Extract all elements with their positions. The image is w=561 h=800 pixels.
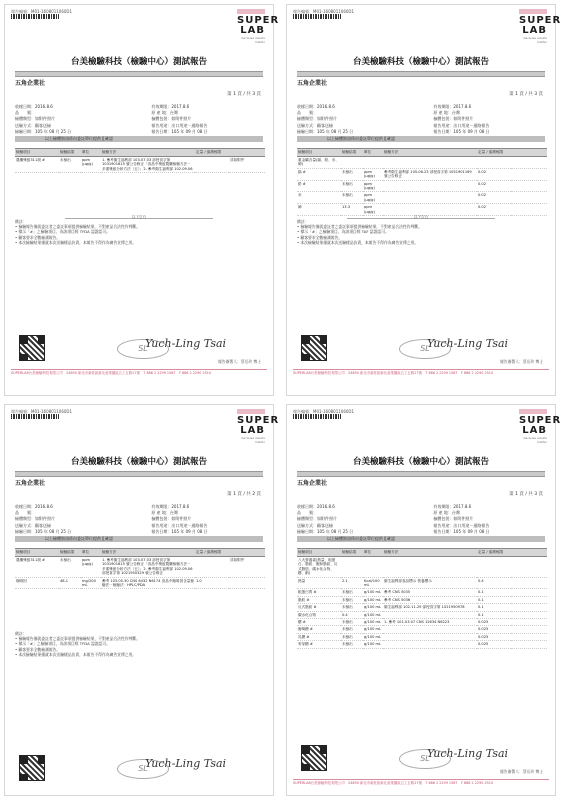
- company-footer: SUPERLAB台美檢驗科技有限公司 24890 新北市新莊區新北產業園區五工五路27號 T 886 2 2299 1567 F 886 2 2290 2510: [11, 369, 267, 375]
- table-cell: ppm (μg/g): [363, 168, 383, 180]
- qr-code: [301, 335, 327, 361]
- table-cell: g/100 mL: [364, 642, 381, 647]
- table-cell: 砷: [297, 204, 341, 216]
- sl-seal: SL: [117, 339, 169, 359]
- sample-info: [297, 104, 545, 135]
- page-number: 第 1 頁 / 共 3 頁: [509, 492, 543, 497]
- header-bar: [15, 71, 263, 77]
- table-cell: 鎘 #: [297, 168, 341, 180]
- sl-seal: SL: [117, 759, 169, 779]
- table-cell: 未檢出: [341, 180, 363, 192]
- table-cell: 0.4: [477, 577, 511, 589]
- sample-info-row: [15, 129, 263, 135]
- table-cell: 1. 參考衛生福利部 103.07.03 部授食字第 1031901615 號公告修正「食品中殘留農藥檢驗方法－多重殘留分析方法（五）」2. 參考衛生福利部 102.09.06 部授食字第 1021950329 號公告修正: [101, 557, 195, 578]
- sample-info-row: [15, 529, 263, 535]
- table-cell: 0.02: [477, 168, 511, 180]
- remark-line: • 標示「#」之檢驗項目，為該項目經 TAF 認證認可。: [297, 229, 389, 235]
- company-name: 五角企業社: [297, 480, 328, 487]
- report-number: 報告編號：M01-1608011060D1: [293, 9, 355, 14]
- report-title: 台美檢驗科技（檢驗中心）測試報告: [352, 457, 489, 467]
- sample-info-left: 收樣日期：2016.8.6: [15, 504, 53, 509]
- table-cell: 衛生福利部 102.11.29 部授食字第 1021950978: [383, 604, 477, 611]
- table-row: [297, 596, 547, 603]
- remark-line: • 檢驗報告僅就委託者之委託事項提供檢驗結果，不對產品合法性作判斷。: [15, 636, 140, 642]
- company-name: 五角企業社: [297, 80, 328, 87]
- signature: Yuch-Ling Tsai: [145, 337, 227, 350]
- table-cell: [511, 596, 547, 603]
- table-cell: 未檢出: [341, 626, 363, 633]
- sample-info-left: 檢體類型：如附件照片: [15, 116, 55, 122]
- table-cell: 未檢出: [341, 192, 363, 204]
- table-cell: g/100 mL: [364, 597, 381, 602]
- table-cell: g/100 mL: [364, 612, 381, 617]
- column-header: 定量 / 偵測極限: [477, 149, 511, 157]
- sample-info-right: 檢體包裝：如附件照片: [151, 516, 192, 522]
- table-cell: [511, 611, 547, 618]
- remark-line: • 本次檢驗結果僅就本次送驗樣品負責，本報告不得作為廣告宣傳之用。: [15, 651, 137, 657]
- table-cell: ppm (μg/g): [363, 192, 383, 204]
- sample-info-left: 品 號：: [297, 510, 317, 516]
- table-cell: 糖 #: [297, 619, 341, 626]
- sample-info-right: 報告日期：105 年 09 月 08 日: [433, 128, 490, 134]
- header-bar: [297, 71, 545, 77]
- column-header: 檢驗結果: [341, 149, 363, 157]
- table-cell: [511, 604, 547, 611]
- table-cell: 衛生福利部食品標示 營養標示: [383, 577, 477, 589]
- column-header: [229, 549, 265, 557]
- table-cell: 0.1: [477, 589, 511, 596]
- table-cell: 汞: [297, 192, 341, 204]
- table-cell: [195, 557, 229, 578]
- sample-info-right: 檢體包裝：如附件照片: [433, 116, 474, 122]
- sample-info-row: [297, 529, 545, 535]
- sample-info-right: 原 產 地：台灣: [151, 510, 178, 516]
- column-header: 檢驗方法: [101, 549, 195, 557]
- table-cell: ppm (μg/g): [363, 180, 383, 192]
- logo-tagline: because results matter: [523, 36, 547, 44]
- table-cell: 未檢出: [341, 633, 363, 640]
- table-cell: 葡萄糖 #: [297, 626, 341, 633]
- signature: Yuch-Ling Tsai: [145, 757, 227, 770]
- table-cell: [383, 633, 477, 640]
- remark-line: • 顧客要求全數檢測報告。: [15, 234, 61, 240]
- report-number: 報告編號：M01-1608011060D1: [11, 9, 73, 14]
- logo-accent-strip: [237, 9, 265, 14]
- table-cell: [511, 180, 547, 192]
- result-table-header: [297, 149, 547, 157]
- table-cell: [511, 557, 547, 578]
- remarks: [15, 631, 263, 657]
- table-cell: 鉛 #: [297, 180, 341, 192]
- column-header: 檢驗項目: [297, 149, 341, 157]
- table-row: [297, 619, 547, 626]
- table-cell: ppm (μg/g): [81, 557, 101, 578]
- sample-info-right: 原 產 地：台灣: [433, 510, 460, 516]
- sample-info-row: [297, 129, 545, 135]
- column-header: [511, 549, 547, 557]
- sample-info-right: 原 產 地：台灣: [151, 110, 178, 116]
- table-cell: [195, 157, 229, 173]
- page-number: 第 1 頁 / 共 2 頁: [227, 492, 261, 497]
- sample-info-right: 有效期限：2017.8.6: [433, 504, 472, 509]
- table-cell: [383, 557, 477, 578]
- superlab-logo: [519, 409, 561, 447]
- result-table: [15, 148, 265, 173]
- table-row: [297, 611, 547, 618]
- section-note: 以上檢體資訊係由委託單位提供且確認: [15, 136, 263, 142]
- sample-info-right: 報告用途：出口用途－通路報告: [433, 122, 490, 128]
- sample-info: [15, 104, 263, 135]
- report-title: 台美檢驗科技（檢驗中心）測試報告: [352, 57, 489, 67]
- sample-info-left: 檢驗日期：105 年 08 月 25 日: [15, 528, 72, 534]
- table-cell: 1.0: [195, 577, 229, 589]
- table-cell: 0.025: [477, 619, 511, 626]
- column-header: 檢驗結果: [341, 549, 363, 557]
- sample-info-left: 送驗方式：顧客送檢: [297, 522, 333, 528]
- logo-text-lab: LAB: [240, 25, 265, 36]
- table-cell: 13.3: [341, 204, 363, 216]
- column-header: 單位: [363, 549, 383, 557]
- table-cell: [511, 157, 547, 169]
- table-cell: [383, 180, 477, 192]
- table-cell: 詳如附件: [229, 557, 265, 578]
- table-row: [297, 577, 547, 589]
- logo-text-super: SUPER: [237, 15, 280, 26]
- table-cell: [383, 192, 477, 204]
- column-header: [229, 149, 265, 157]
- table-cell: ppm (μg/g): [81, 157, 101, 173]
- section-note: 以上檢體資訊係由委託單位提供且確認: [15, 536, 263, 542]
- table-cell: [511, 619, 547, 626]
- table-cell: 重金屬含量(鎘、鉛、汞、砷): [297, 157, 341, 169]
- remark-line: • 標示「#」之檢驗項目，為該項目經 TFDA 認證認可。: [15, 229, 110, 235]
- qr-code: [19, 335, 45, 361]
- remark-line: • 檢驗報告僅就委託者之委託事項提供檢驗結果，不對產品合法性作判斷。: [297, 224, 422, 230]
- table-cell: 0.025: [477, 633, 511, 640]
- end-of-results: 以下空白: [347, 215, 495, 219]
- column-header: 檢驗項目: [15, 149, 59, 157]
- table-cell: [477, 557, 511, 578]
- report-page-3: [4, 404, 280, 796]
- logo-accent-strip: [519, 9, 547, 14]
- table-cell: 1. 參考衛生福利部 103.07.03 部授食字第 1031901615 號公告修正「食品中殘留農藥檢驗方法－多重殘留分析方法（五）」2. 參考衛生福利部 102.09.06: [101, 157, 195, 173]
- sample-info-right: 報告日期：105 年 09 月 08 日: [151, 128, 208, 134]
- sample-info-left: 檢體類型：如附件照片: [15, 516, 55, 522]
- column-header: 單位: [81, 149, 101, 157]
- sl-seal: SL: [399, 339, 451, 359]
- result-table: [297, 148, 547, 216]
- result-table: [15, 548, 265, 589]
- barcode: [11, 414, 59, 419]
- remark-line: 備註：: [15, 219, 27, 224]
- table-cell: 乳糖 #: [297, 633, 341, 640]
- superlab-logo: [237, 9, 280, 47]
- superlab-logo: [237, 409, 280, 447]
- report-number: 報告編號：M01-1608011060D1: [11, 409, 73, 414]
- signature: Yuch-Ling Tsai: [427, 337, 509, 350]
- table-row: [297, 589, 547, 596]
- logo-tagline: because results matter: [241, 36, 265, 44]
- sample-info-left: 檢體類型：如附件照片: [297, 516, 337, 522]
- table-cell: 粗蛋白質 #: [297, 589, 341, 596]
- sample-info-left: 品 號：: [15, 510, 35, 516]
- sample-info-left: 收樣日期：2016.8.6: [297, 104, 335, 109]
- company-name: 五角企業社: [15, 480, 46, 487]
- superlab-logo: [519, 9, 561, 47]
- sample-info-right: 報告日期：105 年 09 月 08 日: [433, 528, 490, 534]
- sample-info-left: 品 號：: [15, 110, 35, 116]
- table-cell: 農藥殘留311項 #: [15, 557, 59, 578]
- table-cell: [511, 641, 547, 648]
- sample-info-right: 報告日期：105 年 09 月 08 日: [151, 528, 208, 534]
- result-table: [297, 548, 547, 649]
- remark-line: 備註：: [297, 219, 309, 224]
- sample-info-left: 檢驗日期：105 年 08 月 25 日: [15, 128, 72, 134]
- table-row: [297, 557, 547, 578]
- logo-text-lab: LAB: [240, 425, 265, 436]
- remark-line: • 本次檢驗結果僅就本次送驗樣品負責，本報告不得作為廣告宣傳之用。: [297, 239, 419, 245]
- table-cell: 未檢出: [341, 168, 363, 180]
- table-cell: g/100 mL: [364, 590, 381, 595]
- qr-code: [19, 755, 45, 781]
- remarks: [15, 219, 263, 245]
- table-cell: [511, 168, 547, 180]
- remark-line: • 顧客要求全數檢測報告。: [297, 234, 343, 240]
- table-cell: 脂肪 #: [297, 596, 341, 603]
- table-cell: [383, 157, 477, 169]
- table-cell: 麥芽糖 #: [297, 641, 341, 648]
- table-row: [297, 168, 547, 180]
- sample-info-left: 收樣日期：2016.8.6: [15, 104, 53, 109]
- sample-info-right: 有效期限：2017.8.6: [151, 104, 190, 109]
- barcode: [293, 14, 341, 19]
- column-header: 檢驗結果: [59, 549, 81, 557]
- column-header: 單位: [363, 149, 383, 157]
- table-row: [297, 180, 547, 192]
- column-header: 定量 / 偵測極限: [195, 149, 229, 157]
- column-header: 定量 / 偵測極限: [477, 549, 511, 557]
- barcode: [11, 14, 59, 19]
- table-cell: [511, 589, 547, 596]
- column-header: 檢驗方法: [383, 149, 477, 157]
- logo-text-super: SUPER: [237, 415, 280, 426]
- result-table-header: [297, 549, 547, 557]
- sample-info-right: 報告用途：出口用途－通路報告: [151, 122, 208, 128]
- table-row: [297, 641, 547, 648]
- logo-accent-strip: [519, 409, 547, 414]
- table-cell: [383, 204, 477, 216]
- table-cell: 農藥殘留311項 #: [15, 157, 59, 173]
- table-cell: 未檢出: [341, 641, 363, 648]
- sample-info: [297, 504, 545, 535]
- sample-info-left: 送驗方式：顧客送檢: [297, 122, 333, 128]
- table-cell: [229, 577, 265, 589]
- table-cell: [383, 626, 477, 633]
- table-cell: [477, 157, 511, 169]
- table-cell: Kcal/100 mL: [363, 577, 383, 589]
- signer-name: 報告簽署人：蔡岳玲 博士: [218, 359, 261, 364]
- signer-name: 報告簽署人：蔡岳玲 博士: [500, 769, 543, 774]
- table-cell: g/100 mL: [364, 605, 381, 610]
- table-cell: 八大營養素(熱量、粗蛋白、脂肪、飽和脂肪、反式脂肪、碳水化合物、糖、鈉): [297, 557, 341, 578]
- company-name: 五角企業社: [15, 80, 46, 87]
- report-title: 台美檢驗科技（檢驗中心）測試報告: [70, 457, 207, 467]
- logo-text-super: SUPER: [519, 15, 561, 26]
- sample-info: [15, 504, 263, 535]
- table-cell: 咖啡因: [15, 577, 59, 589]
- qr-code: [301, 745, 327, 771]
- column-header: [511, 149, 547, 157]
- table-cell: 未檢出: [59, 157, 81, 173]
- end-of-results: 以下空白: [65, 215, 213, 219]
- sample-info-right: 檢體包裝：如附件照片: [151, 116, 192, 122]
- column-header: 定量 / 偵測極限: [195, 549, 229, 557]
- sample-info-left: 品 號：: [297, 110, 317, 116]
- table-cell: 2.1: [341, 577, 363, 589]
- column-header: 單位: [81, 549, 101, 557]
- table-row: [297, 192, 547, 204]
- sl-seal: SL: [399, 749, 451, 769]
- table-cell: [511, 204, 547, 216]
- logo-text-super: SUPER: [519, 415, 561, 426]
- table-row: [297, 604, 547, 611]
- section-note: 以上檢體資訊係由委託單位提供且確認: [297, 136, 545, 142]
- result-table-header: [15, 549, 265, 557]
- table-cell: mg/200 mL: [81, 577, 101, 589]
- table-cell: [383, 611, 477, 618]
- table-cell: 碳水化合物: [297, 611, 341, 618]
- company-footer: SUPERLAB台美檢驗科技有限公司 24890 新北市新莊區新北產業園區五工五路27號 T 886 2 2299 1567 F 886 2 2290 2510: [293, 779, 549, 785]
- page-number: 第 1 頁 / 共 3 頁: [509, 92, 543, 97]
- sample-info-right: 有效期限：2017.8.6: [151, 504, 190, 509]
- column-header: 檢驗方法: [101, 149, 195, 157]
- signer-name: 報告簽署人：蔡岳玲 博士: [500, 359, 543, 364]
- sample-info-left: 檢驗日期：105 年 08 月 25 日: [297, 528, 354, 534]
- table-cell: [511, 192, 547, 204]
- table-cell: 48.1: [59, 577, 81, 589]
- table-cell: 未檢出: [341, 619, 363, 626]
- table-cell: 參考衛生福利部 105.06.23 部授食字第 1051901169 號公告修正: [383, 168, 477, 180]
- sample-info-right: 報告用途：出口用途－通路報告: [433, 522, 490, 528]
- sample-info-left: 送驗方式：顧客送檢: [15, 122, 51, 128]
- sample-info-left: 檢體類型：如附件照片: [297, 116, 337, 122]
- table-cell: 熱量: [297, 577, 341, 589]
- table-row: [297, 204, 547, 216]
- table-cell: [363, 157, 383, 169]
- signature: Yuch-Ling Tsai: [427, 747, 509, 760]
- remark-line: • 檢驗報告僅就委託者之委託事項提供檢驗結果，不對產品合法性作判斷。: [15, 224, 140, 230]
- column-header: 檢驗項目: [297, 549, 341, 557]
- table-cell: 反式脂肪 #: [297, 604, 341, 611]
- table-row: [297, 157, 547, 169]
- table-cell: 0.02: [477, 192, 511, 204]
- table-cell: [341, 157, 363, 169]
- remark-line: 備註：: [15, 631, 27, 636]
- logo-accent-strip: [237, 409, 265, 414]
- table-cell: [511, 626, 547, 633]
- sample-info-right: 檢體包裝：如附件照片: [433, 516, 474, 522]
- table-cell: 參考 CNS 5035: [383, 589, 477, 596]
- table-cell: 0.02: [477, 180, 511, 192]
- table-row: [297, 626, 547, 633]
- barcode: [293, 414, 341, 419]
- column-header: 檢驗方法: [383, 549, 477, 557]
- table-cell: 0.1: [477, 611, 511, 618]
- company-footer: SUPERLAB台美檢驗科技有限公司 24890 新北市新莊區新北產業園區五工五路27號 T 886 2 2299 1567 F 886 2 2290 2510: [293, 369, 549, 375]
- table-row: [297, 633, 547, 640]
- remark-line: • 顧客要求全數檢測報告。: [15, 646, 61, 652]
- column-header: 檢驗項目: [15, 549, 59, 557]
- table-cell: [383, 641, 477, 648]
- logo-text-lab: LAB: [522, 425, 547, 436]
- table-cell: 1. 參考 101.03.07 CNS 12634 N6223: [383, 619, 477, 626]
- table-cell: 詳如附件: [229, 157, 265, 173]
- table-cell: 0.025: [477, 641, 511, 648]
- table-cell: 未檢出: [341, 589, 363, 596]
- page-number: 第 1 頁 / 共 3 頁: [227, 92, 261, 97]
- sample-info-left: 收樣日期：2016.8.6: [297, 504, 335, 509]
- table-cell: [341, 557, 363, 578]
- sample-info-right: 報告用途：出口用途－通路報告: [151, 522, 208, 528]
- table-cell: 參考 CNS 5036: [383, 596, 477, 603]
- table-cell: g/100 mL: [364, 634, 381, 639]
- table-cell: 參考 103.05.30 CNS 6432 N6174 食品中咖啡因含量檢驗法－檢驗法：HPLC/PDA: [102, 578, 194, 588]
- sample-info-right: 有效期限：2017.8.6: [433, 104, 472, 109]
- table-cell: 0.025: [477, 626, 511, 633]
- table-cell: 未檢出: [59, 557, 81, 578]
- logo-text-lab: LAB: [522, 25, 547, 36]
- report-title: 台美檢驗科技（檢驗中心）測試報告: [70, 57, 207, 67]
- report-number: 報告編號：M01-1608011060D1: [293, 409, 355, 414]
- table-cell: 未檢出: [341, 596, 363, 603]
- table-cell: 0.02: [477, 204, 511, 216]
- table-cell: ppm (μg/g): [363, 204, 383, 216]
- table-row: [15, 577, 265, 589]
- column-header: 檢驗結果: [59, 149, 81, 157]
- header-bar: [297, 471, 545, 477]
- table-cell: 0.1: [477, 596, 511, 603]
- remark-line: • 標示「#」之檢驗項目，為該項目經 TFDA 認證認可。: [15, 641, 110, 647]
- table-cell: g/100 mL: [364, 627, 381, 632]
- sample-info-right: 原 產 地：台灣: [433, 110, 460, 116]
- table-row: [15, 157, 265, 173]
- report-page-2: [286, 4, 561, 396]
- logo-tagline: because results matter: [523, 436, 547, 444]
- table-cell: [511, 577, 547, 589]
- table-cell: [363, 557, 383, 578]
- result-table-header: [15, 149, 265, 157]
- report-page-1: [4, 4, 280, 396]
- table-row: [15, 557, 265, 578]
- sample-info-left: 送驗方式：顧客送檢: [15, 522, 51, 528]
- remark-line: • 本次檢驗結果僅就本次送驗樣品負責，本報告不得作為廣告宣傳之用。: [15, 239, 137, 245]
- header-bar: [15, 471, 263, 477]
- table-cell: g/100 mL: [364, 620, 381, 625]
- remarks: [297, 219, 545, 245]
- report-page-4: [286, 404, 561, 796]
- table-cell: 0.4: [341, 611, 363, 618]
- table-cell: 未檢出: [341, 604, 363, 611]
- section-note: 以上檢體資訊係由委託單位提供且確認: [297, 536, 545, 542]
- table-cell: [511, 633, 547, 640]
- logo-tagline: because results matter: [241, 436, 265, 444]
- sample-info-left: 檢驗日期：105 年 08 月 25 日: [297, 128, 354, 134]
- table-cell: 0.1: [477, 604, 511, 611]
